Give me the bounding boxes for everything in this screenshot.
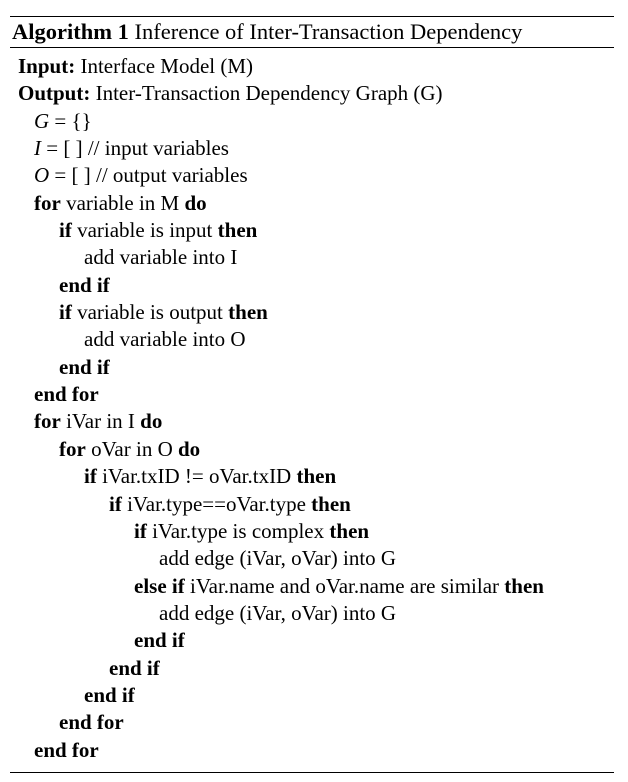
line-if-output	[10, 299, 614, 326]
end-if-keyword: end if	[109, 655, 160, 680]
algorithm-label: Algorithm 1	[12, 19, 129, 44]
for-keyword: for	[34, 190, 61, 215]
then-keyword: then	[228, 300, 268, 325]
o-init-rest: = [ ] // output variables	[49, 163, 248, 188]
add-text: add edge (iVar, oVar) into G	[159, 546, 397, 571]
line-add-input	[10, 244, 614, 271]
input-text: Interface Model (M)	[80, 54, 254, 78]
if-text: variable is output	[71, 300, 229, 325]
g-variable: G	[34, 108, 50, 133]
if-keyword: if	[109, 491, 122, 516]
i-init-rest: = [ ] // input variables	[41, 136, 229, 161]
add-text: add edge (iVar, oVar) into G	[159, 600, 397, 625]
then-keyword: then	[329, 518, 370, 543]
do-keyword: do	[140, 409, 163, 434]
end-if-keyword: end if	[59, 272, 110, 297]
line-o-init	[10, 162, 614, 189]
algorithm-block	[10, 16, 614, 773]
line-for-ivar	[10, 408, 614, 435]
input-keyword: Input:	[18, 54, 76, 78]
line-else-if-similar	[10, 573, 614, 600]
line-add-edge-similar	[10, 600, 614, 627]
line-g-init	[10, 108, 614, 135]
o-variable: O	[34, 163, 50, 188]
then-keyword: then	[504, 573, 544, 598]
for-text: oVar in O	[85, 436, 178, 461]
line-end-for-variable	[10, 381, 614, 408]
line-end-if-complex	[10, 627, 614, 654]
end-if-keyword: end if	[59, 354, 110, 379]
for-keyword: for	[59, 436, 86, 461]
output-line	[10, 80, 614, 107]
end-for-keyword: end for	[34, 382, 99, 407]
if-keyword: if	[59, 218, 72, 243]
line-if-complex	[10, 518, 614, 545]
line-end-for-ovar	[10, 709, 614, 736]
then-keyword: then	[296, 464, 337, 489]
line-end-if-output	[10, 354, 614, 381]
algorithm-title: Inference of Inter-Transaction Dependency	[134, 19, 523, 44]
end-if-keyword: end if	[134, 628, 185, 653]
i-variable: I	[34, 136, 41, 161]
line-for-ovar	[10, 436, 614, 463]
line-end-if-input	[10, 272, 614, 299]
end-for-keyword: end for	[34, 737, 99, 762]
end-for-keyword: end for	[59, 710, 124, 735]
do-keyword: do	[184, 190, 207, 215]
input-line	[10, 53, 614, 80]
then-keyword: then	[217, 218, 258, 243]
line-if-type	[10, 491, 614, 518]
for-keyword: for	[34, 409, 61, 434]
do-keyword: do	[177, 436, 201, 461]
line-end-if-txid	[10, 682, 614, 709]
line-end-if-type	[10, 655, 614, 682]
then-keyword: then	[311, 491, 351, 516]
line-add-edge-complex	[10, 545, 614, 572]
else-if-text: iVar.name and oVar.name are similar	[184, 573, 505, 598]
if-keyword: if	[59, 300, 72, 325]
end-if-keyword: end if	[84, 682, 135, 707]
if-text: iVar.type is complex	[146, 518, 330, 543]
else-if-keyword: else if	[134, 573, 185, 598]
if-text: iVar.txID != oVar.txID	[96, 464, 297, 489]
algorithm-caption	[10, 17, 614, 47]
if-keyword: if	[84, 464, 97, 489]
if-text: variable is input	[71, 218, 218, 243]
line-i-init	[10, 135, 614, 162]
add-text: add variable into I	[84, 245, 238, 270]
for-text: variable in M	[60, 190, 185, 215]
output-keyword: Output:	[18, 81, 91, 106]
output-text: Inter-Transaction Dependency Graph (G)	[95, 81, 443, 106]
for-text: iVar in I	[60, 409, 141, 434]
add-text: add variable into O	[84, 327, 246, 352]
algorithm-body	[10, 48, 614, 764]
if-text: iVar.type==oVar.type	[121, 491, 312, 516]
bottom-rule	[10, 772, 614, 773]
if-keyword: if	[134, 518, 147, 543]
line-for-variable	[10, 190, 614, 217]
line-add-output	[10, 326, 614, 353]
line-if-txid	[10, 463, 614, 490]
g-init-rest: = {}	[49, 108, 92, 133]
line-end-for-ivar	[10, 737, 614, 764]
line-if-input	[10, 217, 614, 244]
